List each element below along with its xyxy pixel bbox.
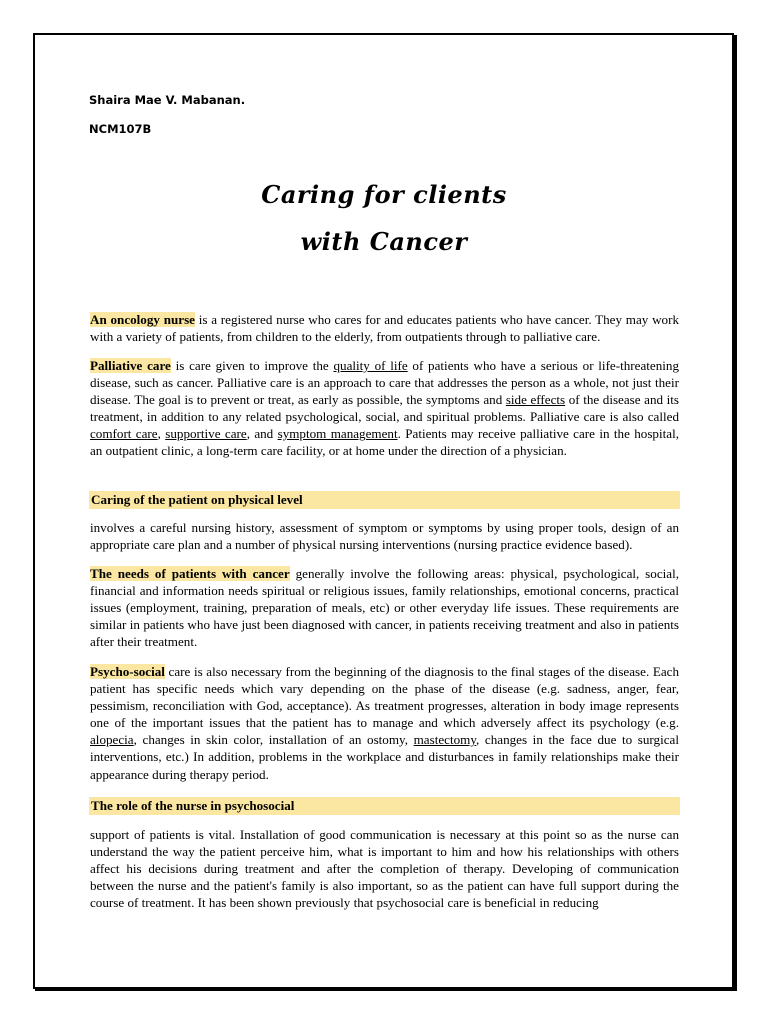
paragraph-palliative-care — [90, 357, 679, 460]
paragraph-text: , changes in skin color, installation of an ostomy, — [133, 732, 414, 748]
link-side-effects[interactable]: side effects — [505, 392, 566, 408]
paragraph-text: of patients who have a serious or life-threatening disease, such as cancer. Palliative care is an approach to care that addresses the person as a whole, not just their disease. The goal is to prevent or treat, as early as possible, the symptoms and — [90, 358, 679, 408]
paragraph-text: generally involve the following areas: physical, psychological, social, financial and information needs spiritual or religious issues, family relationships, emotional concerns, practical issues (employment, training, preparation of meals, etc) or other everyday life issues. These requirements are similar in patients who have just been diagnosed with cancer, in patients receiving treatment and also in patients after their treatment. — [90, 566, 679, 650]
paragraph-patient-needs — [90, 565, 679, 650]
highlighted-term: An oncology nurse — [90, 312, 195, 327]
link-alopecia[interactable]: alopecia — [90, 732, 134, 748]
paragraph-oncology-nurse — [90, 311, 679, 345]
paragraph-text: of the disease and its treatment, in addition to any related psychological, social, and spiritual problems. Palliative care is also called — [90, 392, 679, 425]
document-title-line-1: Caring for clients — [261, 180, 507, 209]
author-name: Shaira Mae V. Mabanan. — [89, 93, 246, 107]
highlighted-term: Psycho-social — [90, 664, 165, 679]
page-shadow-bottom — [35, 989, 737, 991]
link-supportive-care[interactable]: supportive care — [165, 426, 247, 442]
course-code: NCM107B — [89, 122, 152, 136]
page-shadow-right — [734, 35, 737, 991]
paragraph-text: . Patients may receive palliative care in the hospital, an outpatient clinic, a long-term care facility, or at home under the direction of a physician. — [90, 426, 679, 459]
paragraph-text: is care given to improve the — [170, 358, 334, 373]
paragraph-text: care is also necessary from the beginning of the diagnosis to the final stages of the disease. Each patient has specific needs which vary depending on the phase of the disease (e.g. sadness, anger, fear, pessimism, reconciliation with God, acceptance). As treatment progresses, alteration in body image represents one of the important issues that the patient has to manage and which adversely affect its psychology (e.g. — [90, 664, 679, 731]
link-quality-of-life[interactable]: quality of life — [333, 358, 408, 373]
highlighted-term: The needs of patients with cancer — [90, 566, 290, 581]
paragraph-psychosocial-support: support of patients is vital. Installation of good communication is necessary at this point so as the nurse can understand the way the patient perceive him, what is important to him and how his relationships with others affect his decisions during treatment and after the completion of therapy. Developing of communication between the nurse and the patient's family is also important, so as the patient can have full support during the course of treatment. It has been shown previously that psychosocial care is beneficial in reducing — [90, 827, 679, 911]
paragraph-text: , changes in the face due to surgical interventions, etc.) In addition, problems in the workplace and disturbances in family relationships make their appearance during therapy period. — [90, 732, 679, 782]
section-heading-physical-level: Caring of the patient on physical level — [89, 491, 680, 509]
paragraph-text: , — [157, 426, 166, 442]
link-comfort-care[interactable]: comfort care — [90, 426, 158, 442]
link-mastectomy[interactable]: mastectomy — [413, 732, 477, 748]
link-symptom-management[interactable]: symptom management — [277, 426, 398, 442]
paragraph-text: is a registered nurse who cares for and educates patients who have cancer. They may work with a variety of patients, from children to the elderly, from outpatients through to palliative care. — [90, 312, 679, 345]
paragraph-text: , and — [246, 426, 278, 442]
paragraph-physical-care: involves a careful nursing history, assessment of symptom or symptoms by using proper tools, design of an appropriate care plan and a number of physical nursing interventions (nursing practice evidence based). — [90, 520, 679, 553]
section-heading-nurse-role: The role of the nurse in psychosocial — [89, 797, 680, 815]
paragraph-psycho-social — [90, 663, 679, 783]
document-title-line-2: with Cancer — [300, 227, 468, 256]
highlighted-term: Palliative care — [90, 358, 171, 373]
